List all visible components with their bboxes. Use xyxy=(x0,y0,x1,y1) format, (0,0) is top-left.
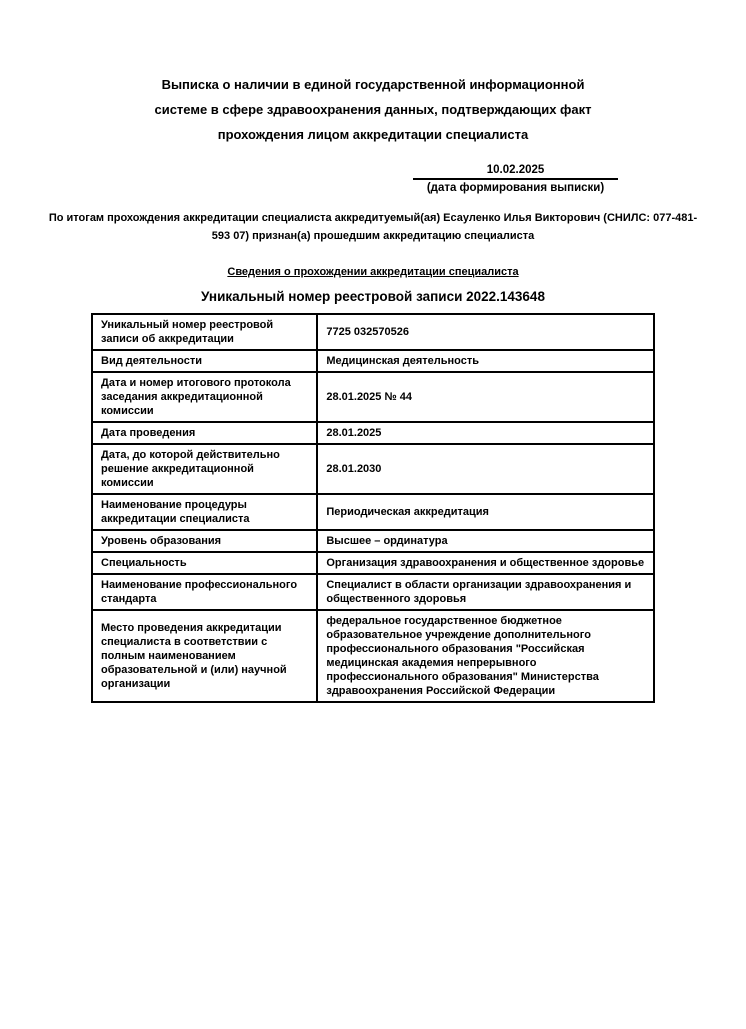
table-row xyxy=(92,422,654,444)
issue-date: 10.02.2025 xyxy=(413,164,618,180)
page-title-line: прохождения лицом аккредитации специалиста xyxy=(217,127,529,142)
table-row xyxy=(92,574,654,610)
row-label: Дата и номер итогового протокола заседания аккредитационной комиссии xyxy=(92,372,317,422)
table-row xyxy=(92,494,654,530)
row-value: Медицинская деятельность xyxy=(317,350,654,372)
table-row xyxy=(92,610,654,702)
page-title-line: Выписка о наличии в единой государственной информационной xyxy=(161,77,585,92)
intro-text-line: 593 07) признан(а) прошедшим аккредитацию специалиста xyxy=(211,230,535,242)
table-row xyxy=(92,372,654,422)
row-label: Место проведения аккредитации специалиста в соответствии с полным наименованием образовательной и (или) научной организации xyxy=(92,610,317,702)
issue-date-label: (дата формирования выписки) xyxy=(426,182,605,194)
row-value: федеральное государственное бюджетное образовательное учреждение дополнительного профессионального образования "Российская медицинская академия непрерывного профессионального образования" Министерства здравоохранения Российской Федерации xyxy=(317,610,654,702)
row-value: Высшее – ординатура xyxy=(317,530,654,552)
row-label: Вид деятельности xyxy=(92,350,317,372)
intro-text xyxy=(0,209,746,245)
intro-text-line: По итогам прохождения аккредитации специалиста аккредитуемый(ая) Есауленко Илья Викторович (СНИЛС: 077-481- xyxy=(48,212,698,224)
row-label: Уровень образования xyxy=(92,530,317,552)
row-value: Периодическая аккредитация xyxy=(317,494,654,530)
row-value: Специалист в области организации здравоохранения и общественного здоровья xyxy=(317,574,654,610)
row-label: Наименование профессионального стандарта xyxy=(92,574,317,610)
table-row xyxy=(92,350,654,372)
issue-date-block xyxy=(413,164,618,194)
table-row xyxy=(92,314,654,350)
page-title xyxy=(0,72,746,147)
accreditation-table xyxy=(91,313,655,703)
row-value: 28.01.2025 xyxy=(317,422,654,444)
row-value: 7725 032570526 xyxy=(317,314,654,350)
record-number-heading: Уникальный номер реестровой записи 2022.143648 xyxy=(201,289,545,304)
row-value: Организация здравоохранения и общественное здоровье xyxy=(317,552,654,574)
table-row xyxy=(92,530,654,552)
page-title-line: системе в сфере здравоохранения данных, подтверждающих факт xyxy=(154,102,592,117)
section-heading: Сведения о прохождении аккредитации специалиста xyxy=(227,266,519,278)
row-label: Дата, до которой действительно решение аккредитационной комиссии xyxy=(92,444,317,494)
table-row xyxy=(92,552,654,574)
row-label: Дата проведения xyxy=(92,422,317,444)
row-label: Специальность xyxy=(92,552,317,574)
row-label: Наименование процедуры аккредитации специалиста xyxy=(92,494,317,530)
row-value: 28.01.2030 xyxy=(317,444,654,494)
row-value: 28.01.2025 № 44 xyxy=(317,372,654,422)
table-row xyxy=(92,444,654,494)
row-label: Уникальный номер реестровой записи об аккредитации xyxy=(92,314,317,350)
